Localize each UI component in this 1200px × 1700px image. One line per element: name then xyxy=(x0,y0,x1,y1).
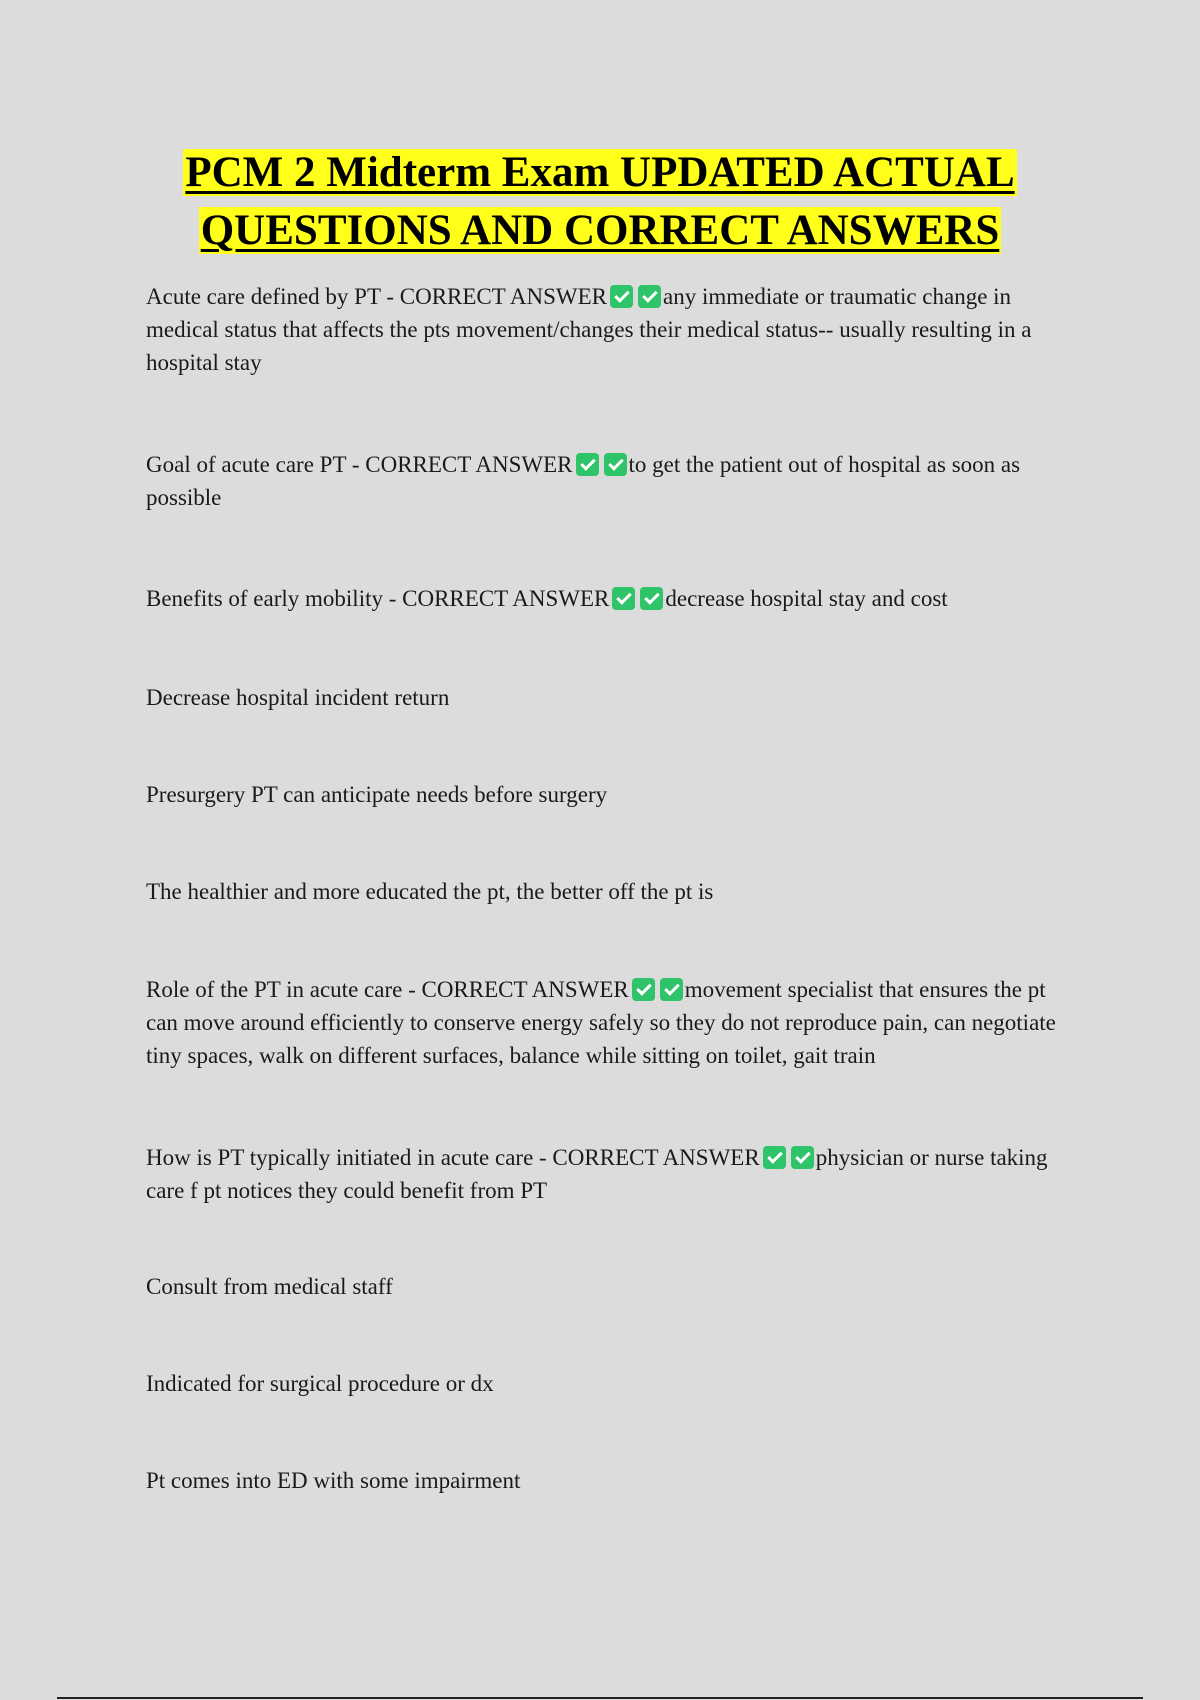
qa-entry-acute-care-definition xyxy=(146,280,1076,379)
note-line xyxy=(146,1367,1076,1400)
answer-text: any immediate or traumatic change in medical status that affects the pts movement/changes their medical status-- usually resulting in a hospital stay xyxy=(146,284,1032,375)
question-text: Role of the PT in acute care - CORRECT ANSWER xyxy=(146,977,629,1002)
answer-text: to get the patient out of hospital as soon as possible xyxy=(146,452,1021,510)
note-line xyxy=(146,778,1076,811)
note-text: Presurgery PT can anticipate needs before surgery xyxy=(146,782,608,807)
qa-entry-early-mobility xyxy=(146,582,1076,615)
title-line-2: QUESTIONS AND CORRECT ANSWERS xyxy=(200,207,1000,254)
check-icon xyxy=(576,453,599,476)
note-line xyxy=(146,875,1076,908)
check-icon xyxy=(610,285,633,308)
check-icon xyxy=(612,587,635,610)
note-text: Pt comes into ED with some impairment xyxy=(146,1468,521,1493)
note-text: The healthier and more educated the pt, the better off the pt is xyxy=(146,879,714,904)
question-text: How is PT typically initiated in acute care - CORRECT ANSWER xyxy=(146,1145,760,1170)
note-line xyxy=(146,1464,1076,1497)
answer-text: decrease hospital stay and cost xyxy=(665,586,948,611)
document-title xyxy=(100,144,1100,260)
question-text: Acute care defined by PT - CORRECT ANSWER xyxy=(146,284,607,309)
page-bottom-divider xyxy=(57,1697,1143,1699)
check-icon xyxy=(638,285,661,308)
check-icon xyxy=(632,978,655,1001)
check-icon xyxy=(660,978,683,1001)
note-line xyxy=(146,681,1076,714)
qa-entry-pt-initiation xyxy=(146,1141,1076,1207)
qa-entry-role-of-pt xyxy=(146,973,1076,1072)
note-text: Decrease hospital incident return xyxy=(146,685,450,710)
check-icon xyxy=(791,1146,814,1169)
question-text: Benefits of early mobility - CORRECT ANSWER xyxy=(146,586,610,611)
note-text: Consult from medical staff xyxy=(146,1274,393,1299)
answer-text: physician or nurse taking care f pt notices they could benefit from PT xyxy=(146,1145,1048,1203)
check-icon xyxy=(640,587,663,610)
qa-entry-goal-acute-care xyxy=(146,448,1076,514)
note-line xyxy=(146,1270,1076,1303)
check-icon xyxy=(604,453,627,476)
check-icon xyxy=(763,1146,786,1169)
note-text: Indicated for surgical procedure or dx xyxy=(146,1371,494,1396)
answer-text: movement specialist that ensures the pt can move around efficiently to conserve energy safely so they do not reproduce pain, can negotiate tiny spaces, walk on different surfaces, balance while sitting on toilet, gait train xyxy=(146,977,1056,1068)
question-text: Goal of acute care PT - CORRECT ANSWER xyxy=(146,452,573,477)
title-line-1: PCM 2 Midterm Exam UPDATED ACTUAL xyxy=(185,149,1015,196)
